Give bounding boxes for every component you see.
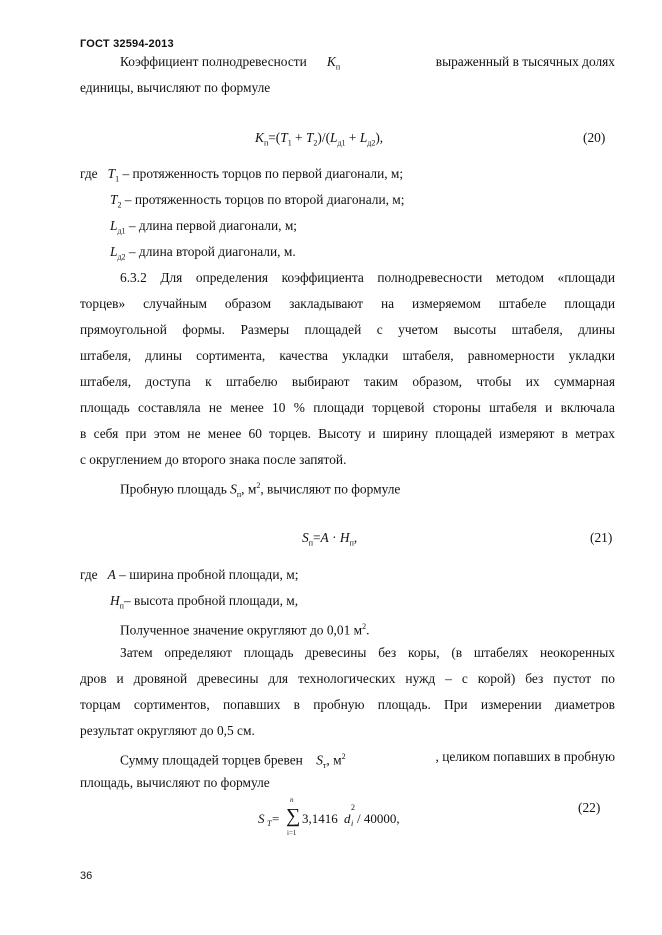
subscript: д1 [117, 226, 126, 236]
where-line [110, 191, 615, 215]
operator: =( [268, 130, 281, 145]
paragraph-line: площадь составляла не менее 10 % площади торцевой стороны штабеля и включала [80, 400, 615, 415]
variable: L [110, 244, 118, 259]
variable: H [110, 593, 120, 608]
variable: T [107, 166, 116, 181]
document-header: ГОСТ 32594-2013 [80, 38, 174, 50]
formula-21 [302, 530, 357, 548]
where-line [80, 566, 615, 584]
subscript: п [349, 538, 354, 548]
text-segment: – ширина пробной площади, м; [115, 567, 299, 582]
subscript: т [322, 761, 327, 771]
paragraph-line: в себя при этом не менее 60 торцев. Высоту и ширину площадей измеряют в метрах [80, 426, 615, 441]
subscript: 2 [117, 200, 122, 210]
text-segment: – длина первой диагонали, м; [125, 218, 298, 233]
text-segment: Сумму площадей торцев бревен [120, 752, 303, 768]
subscript: п [119, 601, 124, 611]
subscript: п [236, 490, 242, 500]
variable: A [320, 530, 329, 545]
text-segment: Пробную площадь [120, 481, 231, 497]
subscript: 1 [115, 174, 120, 184]
formula-number: (21) [590, 530, 613, 545]
text-segment: Полученное значение округляют до 0,01 м [120, 622, 363, 638]
where-line [110, 592, 615, 616]
paragraph-line: штабеля, доступа к штабелю выбирают таким образом, чтобы их суммарная [80, 374, 615, 389]
superscript: 2 [256, 481, 261, 490]
text-segment: , вычисляют по формуле [260, 481, 401, 497]
text-segment: Коэффициент полнодревесности [120, 54, 307, 69]
variable: T [110, 192, 118, 207]
variable: L [330, 130, 338, 145]
paragraph-line: штабеля, длины сортимента, качества укладки штабеля, равномерности укладки [80, 348, 615, 363]
subscript: T [267, 819, 272, 828]
formula-number: (22) [578, 800, 601, 815]
operator: + [345, 130, 360, 145]
paragraph-line [120, 748, 615, 775]
text-segment: , м [241, 481, 257, 497]
subscript: п [308, 538, 313, 548]
superscript: 2 [341, 752, 346, 761]
paragraph-line: Затем определяют площадь древесины без коры, (в штабелях неокоренных [120, 645, 615, 660]
paragraph-line: торцам сортиментов, попавших в пробную площадь. При измерении диаметров [80, 697, 615, 712]
text-segment: / 40000, [357, 811, 400, 826]
paragraph-line: единицы, вычисляют по формуле [80, 80, 271, 95]
paragraph-line: площадь, вычисляют по формуле [80, 775, 270, 790]
operator: = [312, 530, 321, 545]
where-label: где [80, 567, 98, 582]
paragraph-line [120, 618, 615, 639]
text-segment: – протяженность торцов по первой диагонали, м; [119, 166, 404, 181]
subscript: д2 [367, 138, 376, 148]
text-segment: – высота пробной площади, м, [123, 593, 299, 608]
text-segment: , м [326, 752, 342, 768]
formula-20 [255, 130, 383, 148]
paragraph-line: с округлением до второго знака после запятой. [80, 452, 347, 467]
variable: d [344, 811, 351, 826]
operator: , [353, 530, 358, 545]
variable: K [326, 54, 336, 69]
variable: L [359, 130, 368, 145]
formula-22 [258, 796, 438, 840]
variable: T [280, 130, 288, 145]
page-number: 36 [80, 870, 93, 882]
text-segment: . [366, 622, 370, 638]
operator: · [328, 530, 340, 545]
where-label: где [80, 166, 98, 181]
subscript: д2 [117, 252, 126, 262]
text-segment: – длина второй диагонали, м. [125, 244, 296, 259]
subscript: д1 [337, 138, 346, 148]
operator: ), [375, 130, 384, 145]
formula-number: (20) [583, 130, 606, 145]
subscript: п [335, 62, 341, 72]
variable: S [302, 530, 309, 545]
operator: )/( [317, 130, 331, 145]
subscript: i [351, 819, 354, 828]
coefficient: 3,1416 [302, 811, 338, 826]
where-line [80, 165, 615, 189]
where-line [110, 243, 615, 267]
subscript: 1 [287, 138, 292, 148]
superscript: 2 [351, 803, 355, 812]
variable: S [258, 811, 265, 826]
text-segment: , целиком попавших в пробную [435, 749, 615, 764]
paragraph-line: результат округляют до 0,5 см. [80, 723, 255, 738]
variable: K [255, 130, 264, 145]
paragraph-line [120, 477, 615, 504]
text-segment: выраженный в тысячных долях [435, 54, 615, 69]
sum-lower-limit: i=1 [287, 829, 297, 837]
subscript: 2 [313, 138, 318, 148]
where-line [110, 217, 615, 241]
sum-upper-limit: n [290, 796, 294, 804]
operator: = [272, 811, 280, 826]
paragraph-line [120, 53, 615, 77]
variable: L [110, 218, 118, 233]
variable: H [339, 530, 350, 545]
variable: T [305, 130, 314, 145]
variable: S [230, 481, 237, 497]
subscript: п [263, 138, 269, 148]
text-segment: – протяженность торцов по второй диагонали, м; [121, 192, 405, 207]
paragraph-line: 6.3.2 Для определения коэффициента полнодревесности методом «площади [120, 270, 615, 285]
operator: + [291, 130, 306, 145]
superscript: 2 [362, 622, 367, 631]
variable: A [107, 567, 116, 582]
sum-symbol: ∑ [286, 805, 301, 827]
variable: S [316, 752, 323, 768]
paragraph-line: торцев» случайным образом закладывают на измеряемом штабеле площади [80, 296, 615, 311]
paragraph-line: дров и дровяной древесины для технологических нужд – с корой) без пустот по [80, 671, 615, 686]
paragraph-line: прямоугольной формы. Размеры площадей с учетом высоты штабеля, длины [80, 322, 615, 337]
